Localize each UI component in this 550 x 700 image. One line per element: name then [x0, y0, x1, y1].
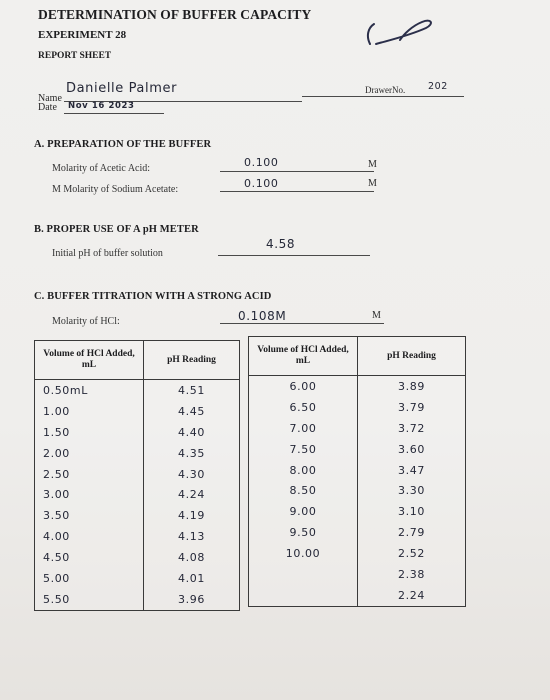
report-sheet-label: REPORT SHEET: [38, 51, 112, 61]
volume-cell: 10.00: [249, 543, 358, 564]
ph-cell: 4.24: [144, 484, 240, 505]
ph-column-header: pH Reading: [358, 337, 466, 376]
acetic-acid-value: 0.100: [244, 156, 279, 169]
ph-cell: 3.79: [358, 397, 466, 418]
ph-cell: 2.24: [358, 585, 466, 606]
name-value: Danielle Palmer: [66, 81, 178, 96]
ph-cell: 3.89: [358, 376, 466, 397]
initial-ph-value: 4.58: [266, 237, 296, 251]
volume-cell: 4.00: [35, 526, 144, 547]
ph-cell: 4.19: [144, 505, 240, 526]
volume-column-header: Volume of HCl Added, mL: [35, 341, 144, 380]
drawer-value: 202: [428, 81, 448, 92]
table-row: [249, 501, 466, 522]
page-title: DETERMINATION OF BUFFER CAPACITY: [38, 7, 312, 22]
ph-cell: 4.35: [144, 443, 240, 464]
name-label: Name: [38, 93, 62, 104]
ph-cell: 4.13: [144, 526, 240, 547]
volume-cell: 8.50: [249, 480, 358, 501]
acetic-acid-label: Molarity of Acetic Acid:: [52, 163, 151, 174]
hcl-molarity-value: 0.108M: [238, 309, 287, 323]
volume-cell: 0.50mL: [35, 380, 144, 401]
table-row: [249, 376, 466, 397]
date-label: Date: [38, 102, 57, 113]
volume-cell: 8.00: [249, 460, 358, 481]
ph-cell: 3.60: [358, 439, 466, 460]
table-row: [249, 522, 466, 543]
ph-cell: 4.40: [144, 422, 240, 443]
ph-cell: 4.01: [144, 568, 240, 589]
volume-cell: 5.50: [35, 589, 144, 610]
ph-cell: 4.30: [144, 464, 240, 485]
volume-cell: 5.00: [35, 568, 144, 589]
section-a-title: A. PREPARATION OF THE BUFFER: [34, 139, 212, 150]
sodium-acetate-line: [220, 191, 374, 192]
volume-cell: 1.50: [35, 422, 144, 443]
table-row: [35, 568, 240, 589]
table-row: [249, 585, 466, 606]
sodium-acetate-label: M Molarity of Sodium Acetate:: [52, 184, 179, 195]
acetic-acid-unit: M: [368, 159, 377, 170]
table-row: [35, 443, 240, 464]
ph-cell: 4.08: [144, 547, 240, 568]
table-row: [35, 380, 240, 401]
ph-cell: 3.96: [144, 589, 240, 610]
acetic-acid-line: [220, 171, 374, 172]
volume-cell: 6.50: [249, 397, 358, 418]
volume-cell: 2.00: [35, 443, 144, 464]
table-row: [35, 484, 240, 505]
table-row: [249, 397, 466, 418]
table-row: [249, 460, 466, 481]
drawer-label: DrawerNo.: [365, 85, 406, 95]
volume-cell: 2.50: [35, 464, 144, 485]
table-row: [35, 526, 240, 547]
table-row: [249, 418, 466, 439]
hcl-molarity-label: Molarity of HCl:: [52, 316, 120, 327]
ph-cell: 3.72: [358, 418, 466, 439]
ph-cell: 3.47: [358, 460, 466, 481]
volume-cell: 1.00: [35, 401, 144, 422]
table-row: [35, 547, 240, 568]
volume-cell: [249, 585, 358, 606]
volume-cell: 3.50: [35, 505, 144, 526]
date-value: Nov 16 2023: [68, 101, 135, 111]
sodium-acetate-unit: M: [368, 178, 377, 189]
volume-column-header: Volume of HCl Added, mL: [249, 337, 358, 376]
volume-cell: 6.00: [249, 376, 358, 397]
table-row: [35, 464, 240, 485]
initial-ph-label: Initial pH of buffer solution: [52, 248, 163, 259]
table-row: [35, 589, 240, 610]
volume-cell: [249, 564, 358, 585]
volume-cell: 7.00: [249, 418, 358, 439]
initial-ph-line: [218, 255, 370, 256]
checkmark-scribble-icon: [360, 14, 445, 54]
section-b-title: B. PROPER USE OF A pH METER: [34, 224, 199, 235]
table-row: [249, 543, 466, 564]
date-line: [64, 113, 164, 114]
section-c-title: C. BUFFER TITRATION WITH A STRONG ACID: [34, 291, 272, 302]
ph-cell: 3.10: [358, 501, 466, 522]
table-row: [249, 564, 466, 585]
ph-cell: 4.45: [144, 401, 240, 422]
hcl-molarity-unit: M: [372, 310, 381, 321]
volume-cell: 4.50: [35, 547, 144, 568]
ph-cell: 2.38: [358, 564, 466, 585]
table-row: [249, 439, 466, 460]
table-row: [35, 401, 240, 422]
table-row: [249, 480, 466, 501]
volume-cell: 3.00: [35, 484, 144, 505]
titration-table-left: [34, 340, 240, 611]
volume-cell: 7.50: [249, 439, 358, 460]
sodium-acetate-value: 0.100: [244, 177, 279, 190]
drawer-line: [302, 96, 464, 97]
ph-cell: 4.51: [144, 380, 240, 401]
ph-cell: 3.30: [358, 480, 466, 501]
ph-column-header: pH Reading: [144, 341, 240, 380]
table-row: [35, 505, 240, 526]
hcl-molarity-line: [220, 323, 384, 324]
experiment-number: EXPERIMENT 28: [38, 29, 127, 41]
table-row: [35, 422, 240, 443]
titration-table-right: [248, 336, 466, 607]
ph-cell: 2.52: [358, 543, 466, 564]
volume-cell: 9.50: [249, 522, 358, 543]
volume-cell: 9.00: [249, 501, 358, 522]
ph-cell: 2.79: [358, 522, 466, 543]
